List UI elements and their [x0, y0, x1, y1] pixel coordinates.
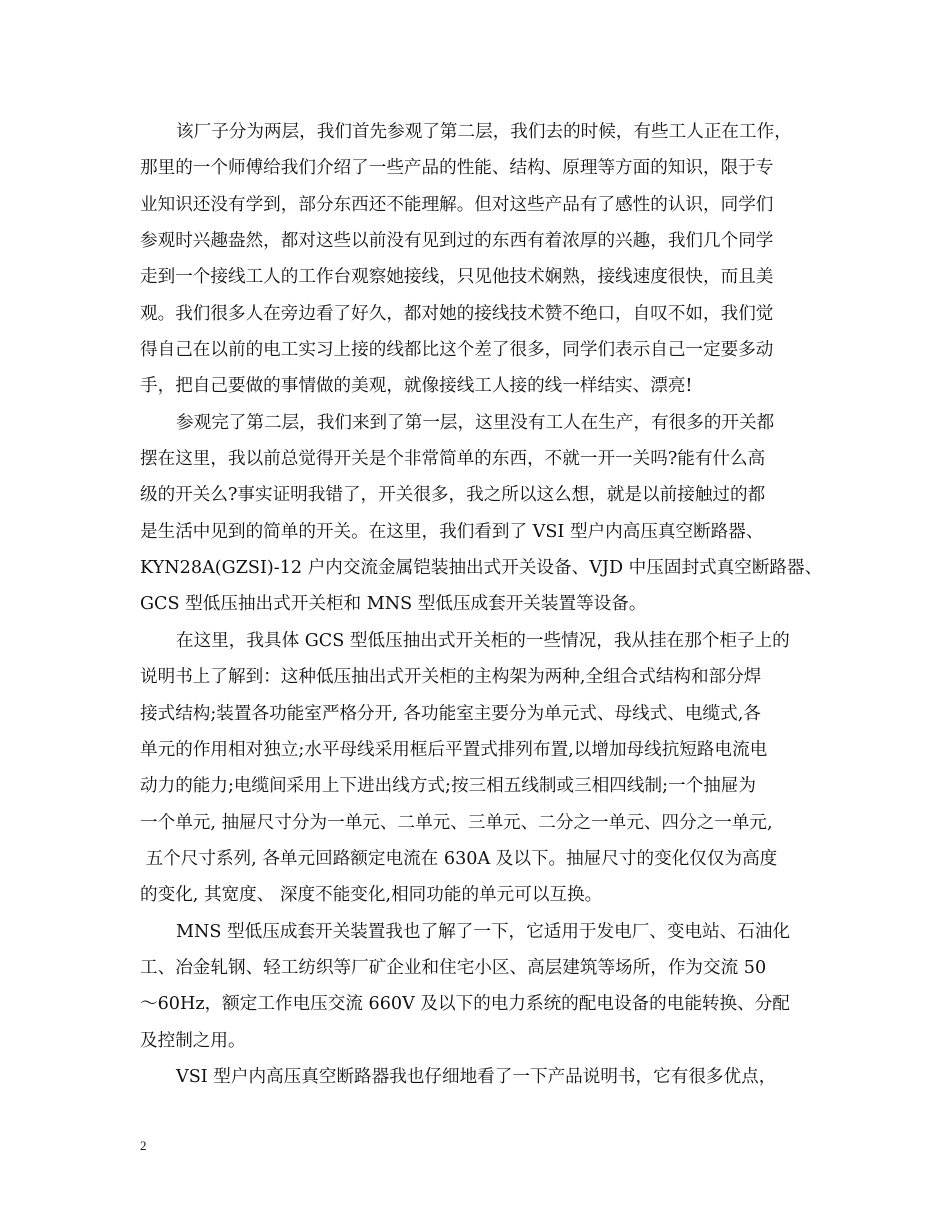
paragraph-1-line-4: 参观时兴趣盎然，都对这些以前没有见到过的东西有着浓厚的兴趣，我们几个同学 [140, 231, 774, 252]
paragraph-1-line-1: 该厂子分为两层，我们首先参观了第二层，我们去的时候，有些工人正在工作， [176, 122, 792, 142]
page-number: 2 [140, 1138, 147, 1153]
paragraph-4-line-3: ～60Hz，额定工作电压交流 660V 及以下的电力系统的配电设备的电能转换、分配 [140, 994, 790, 1015]
paragraph-1-line-2: 那里的一个师傅给我们介绍了一些产品的性能、结构、原理等方面的知识，限于专 [140, 158, 774, 179]
paragraph-2-line-1: 参观完了第二层，我们来到了第一层，这里没有工人在生产，有很多的开关都 [176, 412, 775, 433]
paragraph-4-line-4: 及控制之用。 [140, 1030, 246, 1051]
paragraph-1-line-3: 业知识还没有学到，部分东西还不能理解。但对这些产品有了感性的认识，同学们 [140, 194, 774, 215]
paragraph-2-line-3: 级的开关么?事实证明我错了，开关很多，我之所以这么想，就是以前接触过的都 [140, 485, 766, 506]
paragraph-1-line-6: 观。我们很多人在旁边看了好久，都对她的接线技术赞不绝口，自叹不如，我们觉 [140, 303, 774, 324]
paragraph-4-line-2: 工、冶金轧钢、轻工纺织等厂矿企业和住宅小区、高层建筑等场所，作为交流 50 [140, 957, 767, 978]
paragraph-2-line-4: 是生活中见到的简单的开关。在这里，我们看到了 VSI 型户内高压真空断路器、 [140, 521, 764, 542]
paragraph-3-line-3: 接式结构;装置各功能室严格分开, 各功能室主要分为单元式、母线式、电缆式,各 [140, 703, 761, 724]
paragraph-2-line-5: KYN28A(GZSI)-12 户内交流金属铠装抽出式开关设备、VJD 中压固封式真空断路器、 [140, 558, 823, 579]
paragraph-2-line-2: 摆在这里，我以前总觉得开关是个非常简单的东西，不就一开一关吗?能有什么高 [140, 449, 766, 470]
paragraph-1-line-8: 手，把自己要做的事情做的美观，就像接线工人接的线一样结实、漂亮! [140, 376, 693, 397]
paragraph-3-line-4: 单元的作用相对独立;水平母线采用框后平置式排列布置,以增加母线抗短路电流电 [140, 739, 768, 760]
paragraph-1-line-5: 走到一个接线工人的工作台观察她接线，只见他技术娴熟，接线速度很快，而且美 [140, 267, 774, 288]
paragraph-3-line-5: 动力的能力;电缆间采用上下进出线方式;按三相五线制或三相四线制;一个抽屉为 [140, 776, 756, 797]
paragraph-5-line-1: VSI 型户内高压真空断路器我也仔细地看了一下产品说明书，它有很多优点， [176, 1066, 777, 1087]
paragraph-3-line-8: 的变化, 其宽度、 深度不能变化,相同功能的单元可以互换。 [140, 885, 603, 906]
paragraph-4-line-1: MNS 型低压成套开关装置我也了解了一下，它适用于发电厂、变电站、石油化 [176, 921, 791, 942]
paragraph-2-line-6: GCS 型低压抽出式开关柜和 MNS 型低压成套开关装置等设备。 [140, 594, 647, 615]
paragraph-3-line-1: 在这里，我具体 GCS 型低压抽出式开关柜的一些情况，我从挂在那个柜子上的 [176, 630, 790, 651]
paragraph-3-line-2: 说明书上了解到：这种低压抽出式开关柜的主构架为两种,全组合式结构和部分焊 [140, 667, 762, 688]
paragraph-1-line-7: 得自己在以前的电工实习上接的线都比这个差了很多，同学们表示自己一定要多动 [140, 340, 774, 361]
paragraph-3-line-7: 五个尺寸系列, 各单元回路额定电流在 630A 及以下。抽屉尺寸的变化仅仅为高度 [140, 848, 778, 869]
paragraph-3-line-6: 一个单元, 抽屉尺寸分为一单元、二单元、三单元、二分之一单元、四分之一单元, [140, 812, 773, 833]
body-text [140, 114, 830, 1095]
